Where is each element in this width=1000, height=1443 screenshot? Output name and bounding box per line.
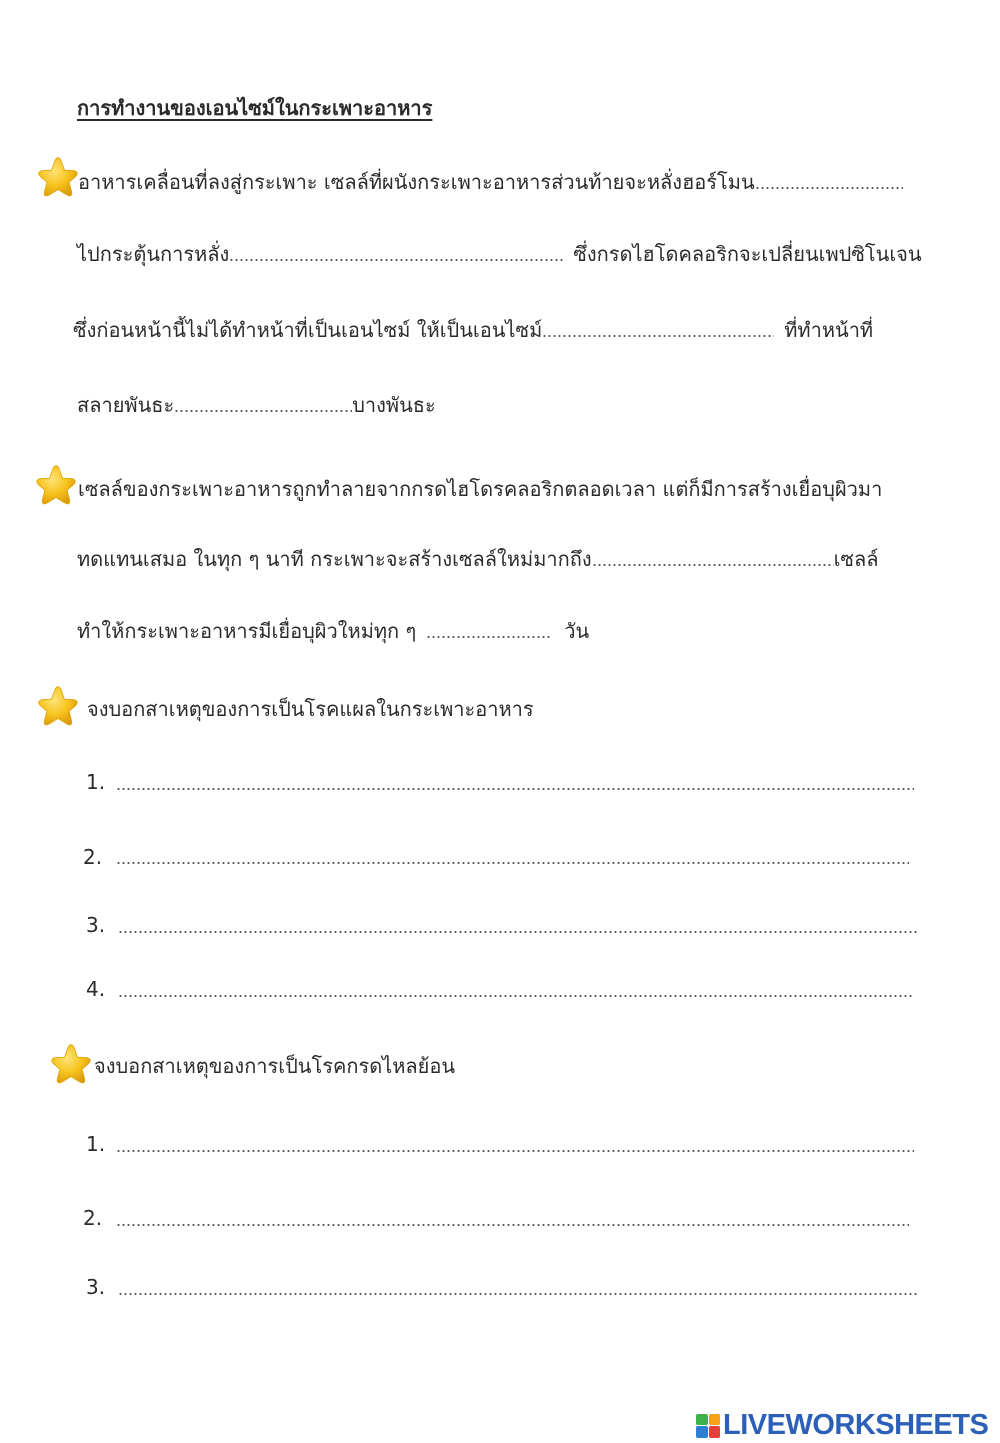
- list-number: 2.: [83, 845, 103, 869]
- blank-enzyme[interactable]: [542, 335, 774, 337]
- blank-days[interactable]: [426, 636, 552, 638]
- section1-line4: สลายพันธะ บางพันธะ: [77, 393, 436, 417]
- answer-line[interactable]: [118, 995, 912, 997]
- list-number: 3.: [86, 913, 106, 937]
- section2-line2: ทดแทนเสมอ ในทุก ๆ นาที กระเพาะจะสร้างเซลล์ใหม่มากถึง เซลล์: [77, 547, 879, 571]
- star-icon: [35, 684, 81, 730]
- section2-line3: ทำให้กระเพาะอาหารมีเยื่อบุผิวใหม่ทุก ๆ วัน: [77, 619, 590, 643]
- answer-line[interactable]: [116, 862, 909, 864]
- blank-bond[interactable]: [174, 410, 352, 412]
- section1-line2: ไปกระตุ้นการหลั่ง ซึ่งกรดไฮโดคลอริกจะเปลี่ยนเพปซิโนเจน: [77, 242, 922, 266]
- section3-prompt: จงบอกสาเหตุของการเป็นโรคแผลในกระเพาะอาหาร: [87, 697, 534, 721]
- list-number: 4.: [86, 977, 106, 1001]
- section2-line1: เซลล์ของกระเพาะอาหารถูกทำลายจากกรดไฮโดรคลอริกตลอดเวลา แต่ก็มีการสร้างเยื่อบุผิวมา: [78, 477, 883, 501]
- list-number: 2.: [83, 1206, 103, 1230]
- section1-line1: อาหารเคลื่อนที่ลงสู่กระเพาะ เซลล์ที่ผนังกระเพาะอาหารส่วนท้ายจะหลั่งฮอร์โมน: [78, 168, 903, 196]
- worksheet-title: การทำงานของเอนไซม์ในกระเพาะอาหาร: [77, 96, 433, 120]
- list-number: 1.: [86, 770, 106, 794]
- blank-secretion[interactable]: [229, 259, 563, 261]
- logo-icon: [696, 1414, 720, 1438]
- answer-line[interactable]: [116, 1150, 914, 1152]
- blank-cell-count[interactable]: [592, 564, 834, 566]
- answer-line[interactable]: [116, 788, 914, 790]
- section4-prompt: จงบอกสาเหตุของการเป็นโรคกรดไหลย้อน: [94, 1054, 456, 1078]
- star-icon: [35, 155, 81, 201]
- answer-line[interactable]: [118, 931, 917, 933]
- section1-line3: ซึ่งก่อนหน้านี้ไม่ได้ทำหน้าที่เป็นเอนไซม์ ให้เป็นเอนไซม์ ที่ทำหน้าที่: [73, 318, 874, 342]
- answer-line[interactable]: [118, 1293, 917, 1295]
- star-icon: [48, 1042, 94, 1088]
- liveworksheets-logo: [696, 1409, 988, 1442]
- blank-hormone[interactable]: [755, 187, 903, 189]
- star-icon: [33, 463, 79, 509]
- list-number: 3.: [86, 1275, 106, 1299]
- list-number: 1.: [86, 1132, 106, 1156]
- brand-text: LIVEWORKSHEETS: [723, 1409, 989, 1441]
- answer-line[interactable]: [116, 1224, 909, 1226]
